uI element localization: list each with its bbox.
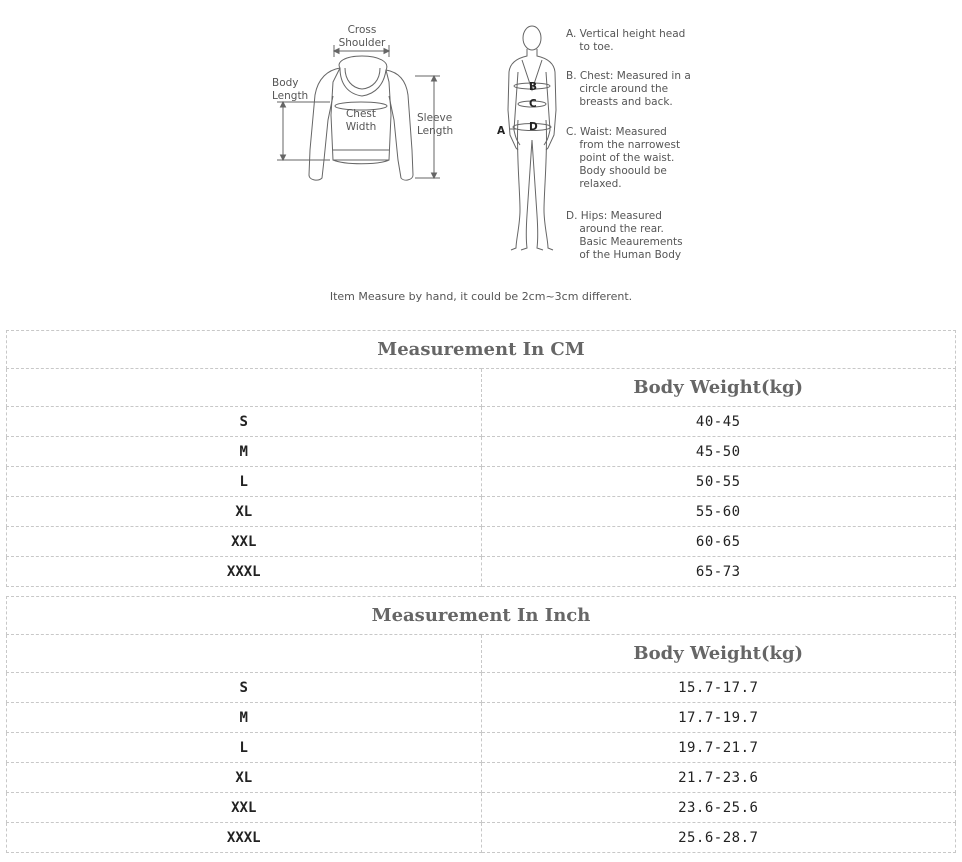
table-row	[7, 823, 956, 853]
size-cell: XXXL	[7, 557, 482, 587]
table-title-row	[7, 331, 956, 369]
value-cell: 15.7-17.7	[481, 673, 956, 703]
sleeve-length-label: Sleeve Length	[417, 112, 454, 137]
measurement-diagram	[0, 0, 962, 320]
size-cell: M	[7, 703, 482, 733]
size-cell: XL	[7, 497, 482, 527]
value-cell: 23.6-25.6	[481, 793, 956, 823]
marker-b: B	[529, 81, 538, 93]
description-a: A. Vertical height head to toe.	[566, 28, 686, 53]
body-length-label: Body Length	[272, 77, 309, 102]
description-b: B. Chest: Measured in a circle around the breasts and back.	[566, 70, 691, 108]
size-cell: L	[7, 733, 482, 763]
header-blank-cell	[7, 635, 482, 673]
size-cell: M	[7, 437, 482, 467]
size-cell: L	[7, 467, 482, 497]
table-title-row	[7, 597, 956, 635]
table-row	[7, 557, 956, 587]
table-row	[7, 703, 956, 733]
marker-c: C	[529, 98, 537, 110]
value-cell: 60-65	[481, 527, 956, 557]
table-row	[7, 673, 956, 703]
value-cell: 17.7-19.7	[481, 703, 956, 733]
sweater-illustration	[0, 0, 962, 320]
table-header-row	[7, 635, 956, 673]
value-cell: 25.6-28.7	[481, 823, 956, 853]
table-row	[7, 437, 956, 467]
column-header: Body Weight(kg)	[481, 369, 956, 407]
value-cell: 55-60	[481, 497, 956, 527]
table-row	[7, 407, 956, 437]
value-cell: 65-73	[481, 557, 956, 587]
table-row	[7, 793, 956, 823]
table-title: Measurement In Inch	[7, 597, 956, 635]
size-cell: XL	[7, 763, 482, 793]
marker-a: A	[497, 125, 506, 137]
table-header-row	[7, 369, 956, 407]
size-cell: XXXL	[7, 823, 482, 853]
cm-size-table	[6, 330, 956, 587]
table-row	[7, 467, 956, 497]
header-blank-cell	[7, 369, 482, 407]
cross-shoulder-label: Cross Shoulder	[338, 24, 386, 49]
value-cell: 19.7-21.7	[481, 733, 956, 763]
marker-d: D	[529, 121, 538, 133]
table-title: Measurement In CM	[7, 331, 956, 369]
size-cell: XXL	[7, 793, 482, 823]
size-cell: XXL	[7, 527, 482, 557]
value-cell: 40-45	[481, 407, 956, 437]
value-cell: 21.7-23.6	[481, 763, 956, 793]
body-figure	[508, 26, 556, 250]
description-d: D. Hips: Measured around the rear. Basic Meaurements of the Human Body	[566, 210, 683, 261]
measure-note: Item Measure by hand, it could be 2cm~3cm different.	[329, 290, 633, 303]
value-cell: 45-50	[481, 437, 956, 467]
size-cell: S	[7, 407, 482, 437]
value-cell: 50-55	[481, 467, 956, 497]
table-row	[7, 733, 956, 763]
column-header: Body Weight(kg)	[481, 635, 956, 673]
size-cell: S	[7, 673, 482, 703]
chest-width-label: Chest Width	[345, 108, 377, 133]
description-c: C. Waist: Measured from the narrowest point of the waist. Body shoould be relaxed.	[566, 126, 681, 190]
table-row	[7, 497, 956, 527]
inch-size-table	[6, 596, 956, 853]
table-row	[7, 527, 956, 557]
table-row	[7, 763, 956, 793]
